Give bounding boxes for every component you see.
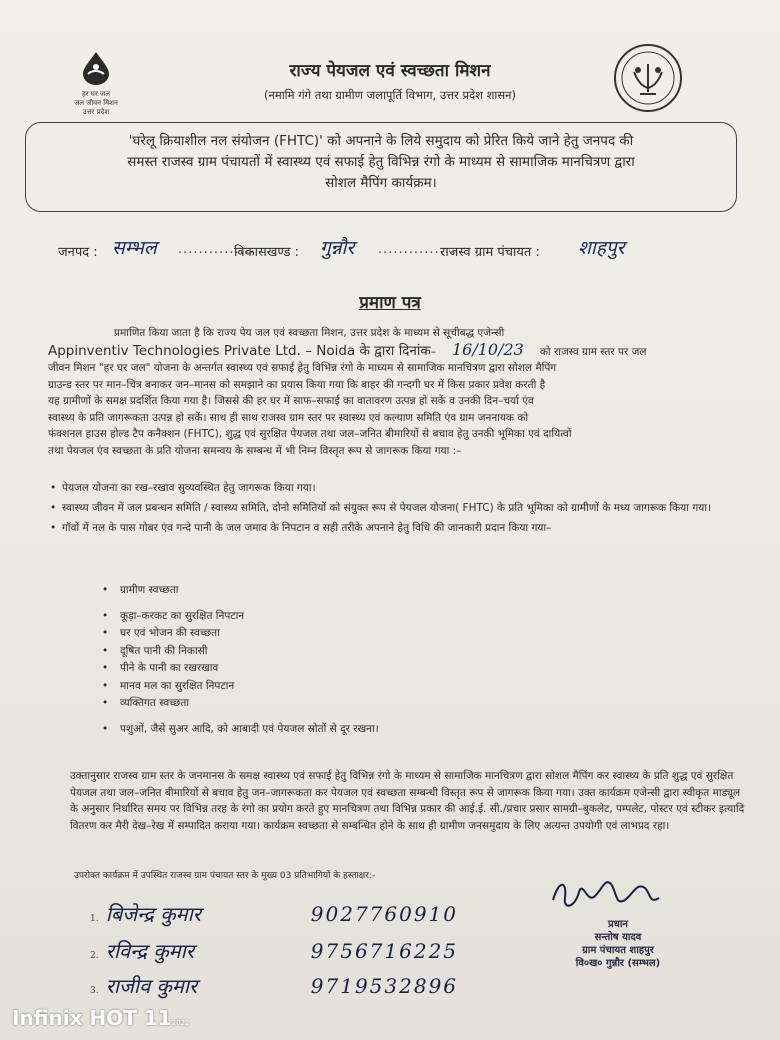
participant-name: बिजेन्द्र कुमार xyxy=(105,902,201,926)
stamp-line-3: ग्राम पंचायत शाहपुर xyxy=(582,945,654,956)
awareness-bullets xyxy=(48,480,748,540)
topic-item: • मानव मल का सुरक्षित निपटान xyxy=(100,678,379,696)
para1-line-3: जीवन मिशन "हर घर जल" योजना के अन्तर्गत स्वास्थ्य एवं सफाई हेतु विभिन्न रंगो के माध्यम से सामाजिक मानचित्रण द्वारा सोशल मैपिंग xyxy=(48,362,557,374)
agency-text: Appinventiv Technologies Private Ltd. – Noida के द्वारा दिनांक xyxy=(48,342,431,359)
district-dots: ............... xyxy=(178,242,255,257)
page-title: राज्य पेयजल एवं स्वच्छता मिशन xyxy=(289,61,491,81)
logo-caption-1: हर घर जल xyxy=(82,90,110,98)
topic-item: • ग्रामीण स्वच्छता xyxy=(100,582,379,600)
topic-item: • व्यक्तिगत स्वच्छता xyxy=(100,695,379,713)
panchayat-value: शाहपुर xyxy=(578,237,625,259)
para1-line-8: तथा पेयजल एंव स्वच्छता के प्रति योजना समन्वय के सम्बन्ध में भी निम्न विस्तृत रूप से जागरूक किया गया :– xyxy=(48,444,462,457)
pradhan-signature xyxy=(545,870,665,920)
certificate-heading: प्रमाण पत्र xyxy=(359,293,421,313)
participant-name: रविन्द्र कुमार xyxy=(105,939,195,963)
participant-phone: 9756716225 xyxy=(310,939,459,963)
stamp-line-4: वि०ख० गुन्नौर (सम्भल) xyxy=(575,958,661,969)
up-government-seal-icon xyxy=(612,42,684,114)
bullet-item-2: • स्वास्थ्य जीवन में जल प्रबन्धन समिति / स्वास्थ्य समिति, दोनो समितियों को संयुक्त रूप से पेयजल योजना( FHTC) के प्रति भूमिका को ग्रामीणों के मध्य जागरूक किया गया। xyxy=(48,500,748,517)
topic-item: • पीने के पानी का रखरखाव xyxy=(100,660,379,678)
bullet-item-1: • पेयजल योजना का रख–रखाव सुव्यवस्थित हेतु जागरूक किया गया। xyxy=(48,480,748,497)
para1-line-2-end: को राजस्व ग्राम स्तर पर जल xyxy=(539,345,647,358)
para1-line-4: ग्राउन्ड स्तर पर मान–चित्र बनाकर जन–मानस को समझाने का प्रयास किया गया कि बाहर की गन्दगी घर में किस प्रकार प्रवेश करती है xyxy=(48,378,546,391)
participant-phone: 9719532896 xyxy=(310,974,459,998)
participants-intro: उपरोक्त कार्यक्रम में उपस्थित राजस्व ग्राम पंचायत स्तर के मुख्य 03 प्रतिभागियों के हस्ताक्षर:- xyxy=(74,871,376,881)
para1-line-6: स्वास्थ्य के प्रति जागरूकता उत्पन्न हो सकें। साथ ही साथ राजस्व ग्राम स्तर पर स्वास्थ्य एवं कल्याण समिति एंव ग्राम जननायक को xyxy=(48,411,529,424)
participant-phone: 9027760910 xyxy=(310,902,459,926)
stamp-line-2: सन्तोष यादव xyxy=(594,932,642,943)
har-ghar-jal-logo xyxy=(66,50,126,117)
block-dots: ............... xyxy=(378,242,455,257)
page-subtitle: (नमामि गंगे तथा ग्रामीण जलापूर्ति विभाग, उत्तर प्रदेश शासन) xyxy=(263,88,517,102)
para1-line-2: Appinventiv Technologies Private Ltd. – Noida के द्वारा दिनांक– 16/10/23 को राजस्व ग्राम स्तर पर जल xyxy=(48,339,647,359)
topic-item: • घर एवं भोजन की स्वच्छता xyxy=(100,625,379,643)
participant-number: 3. xyxy=(90,986,99,996)
program-date: 16/10/23 xyxy=(451,339,524,359)
participant-number: 1. xyxy=(90,914,99,924)
logo-caption-2: जल जीवन मिशन xyxy=(74,99,118,107)
pradhan-stamp xyxy=(528,918,708,970)
topic-item: • पशुओं, जैसे सुअर आदि, को आबादी एवं पेयजल स्रोतों से दूर रखना। xyxy=(100,721,379,739)
topic-item: • कूड़ा–करकट का सुरक्षित निपटान xyxy=(100,608,379,626)
banner-line-3: सोशल मैपिंग कार्यक्रम। xyxy=(325,175,437,191)
banner-line-2: समस्त राजस्व ग्राम पंचायतों में स्वास्थ्य एवं सफाई हेतु विभिन्न रंगो के माध्यम से सामाजिक मानचित्रण द्वारा xyxy=(127,154,635,170)
participant-number: 2. xyxy=(90,951,99,961)
block-label: विकासखण्ड : xyxy=(234,245,300,260)
watermark-model: HOT 11 xyxy=(89,1006,172,1030)
participant-row-2 xyxy=(90,937,458,964)
watermark-brand: Infinix xyxy=(12,1006,83,1030)
water-drop-icon xyxy=(79,50,113,86)
program-banner xyxy=(25,122,737,212)
stamp-line-1: प्रधान xyxy=(608,919,628,930)
panchayat-label: राजस्व ग्राम पंचायत : xyxy=(440,245,540,260)
certificate-paragraph-1 xyxy=(48,325,760,459)
participant-row-3 xyxy=(90,972,458,999)
participant-row-1 xyxy=(90,900,458,927)
para1-line-1: प्रमाणित किया जाता है कि राज्य पेय जल एवं स्वच्छता मिशन, उत्तर प्रदेश के माध्यम से सूचीबद्ध एजेन्सी xyxy=(114,327,505,339)
banner-line-1: 'घरेलू क्रियाशील नल संयोजन (FHTC)' को अपनाने के लिये समुदाय को प्रेरित किये जाने हेतु जनपद की xyxy=(128,133,634,149)
logo-caption-3: उत्तर प्रदेश xyxy=(82,108,110,116)
para1-line-7: फंक्शनल हाउस होल्ड टैप कनैक्शन (FHTC), शुद्ध एवं सुरक्षित पेयजल तथा जल–जनित बीमारियों से बचाव हेतु उनकी भूमिका एवं दायित्वों xyxy=(48,428,572,440)
participant-name: राजीव कुमार xyxy=(105,974,198,998)
topic-item: • दूषित पानी की निकासी xyxy=(100,643,379,661)
camera-watermark xyxy=(12,1006,189,1030)
para1-line-5: यह ग्रामीणों के समक्ष प्रदर्शित किया गया है। जिससे की हर घर में साफ–सफाई का वातावरण उत्पन्न हो सकें व उनकी दिन–चर्या एंव xyxy=(48,395,534,407)
bullet-item-3: • गॉवों में नल के पास गोबर एंव गन्दे पानी के जल जमाव के निपटान व सही तरीके अपनाने हेतु विधि की जानकारी प्रदान किया गया– xyxy=(48,520,748,537)
watermark-year: 2022 xyxy=(171,1019,190,1027)
certificate-paragraph-2: उक्तानुसार राजस्व ग्राम स्तर के जनमानस के समक्ष स्वास्थ्य एवं सफाई हेतु विभिन्न रंगो के माध्यम से सामाजिक मानचित्रण द्वारा सोशल मैपिंग कर स्वास्थ्य के प्रति शुद्ध एवं सुरक्षित पेयजल तथा जल–जनित बीमारियों से बचाव हेतु जन–जागरूकता कर पेयजल एवं स्वच्छता सम्बन्धी विस्तृत रूप से जागरूक किया गया। उक्त कार्यक्रम एजेन्सी द्वारा स्वीकृत माड्यूल के अनुसार निर्धारित समय पर विभिन्न तरह के रंगो का प्रयोग करते हुए मानचित्रण तथा विभिन्न प्रकार की आई.ई. सी./प्रचार प्रसार सामग्री–बुकलेट, पम्पलेट, पोस्टर एवं स्टीकर इत्यादि वितरण कर मैरी देख–रेख में सम्पादित कराया गया। कार्यक्रम स्वच्छता से सम्बन्धित होने के साथ ही ग्रामीण जनसमुदाय के लिए अत्यन्त उपयोगी एवं लाभप्रद रहा। xyxy=(70,770,745,832)
district-value: सम्भल xyxy=(112,237,157,259)
block-value: गुन्नौर xyxy=(320,237,355,259)
sanitation-topics-list xyxy=(100,582,379,738)
district-label: जनपद : xyxy=(58,245,98,260)
